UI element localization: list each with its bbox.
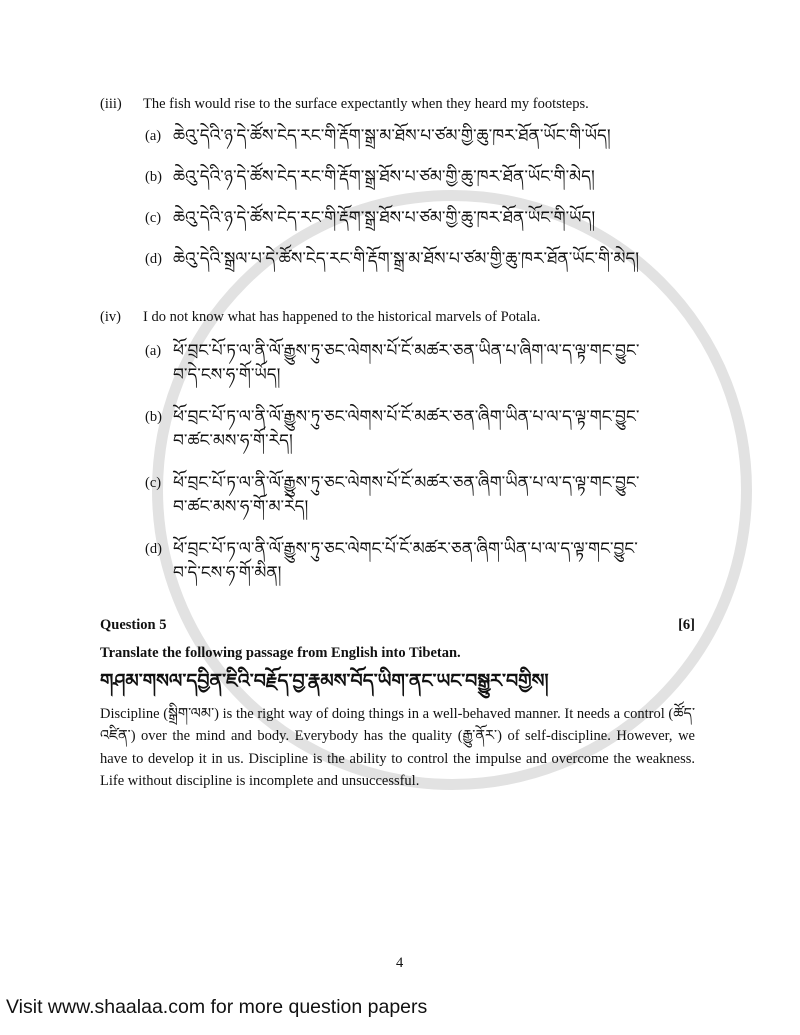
option-text-line2: བ་དེ་ངས་ཧ་གོ་མིན།	[173, 563, 282, 583]
option-label: (b)	[145, 169, 162, 185]
question-title: Question 5	[100, 617, 167, 633]
option	[145, 206, 695, 230]
option-label: (c)	[145, 475, 162, 491]
option	[145, 339, 695, 387]
question-prompt: The fish would rise to the surface expectantly when they heard my footsteps.	[143, 96, 589, 112]
option	[145, 405, 695, 453]
question-marks: [6]	[678, 617, 695, 633]
question-instruction-tibetan: གཤམ་གསལ་དབྱིན་ཇིའི་བརྗོད་བྱ་རྣམས་བོད་ཡིག་ནང་ཡང་བསྒྱུར་བགྱིས།	[100, 670, 549, 692]
question-number: (iv)	[100, 309, 121, 325]
question-instruction: Translate the following passage from English into Tibetan.	[100, 645, 461, 661]
passage: Discipline (སྒྲིག་ལམ་) is the right way of doing things in a well-behaved manner. It needs a control (ཚོད་འཛིན་) over the mind and body. Everybody has the quality (རྒྱུ་ནོར་) of self-discipline. However, we have to develop it in us. Discipline is the ability to control the impulse and overcome the weakness. Life without discipline is incomplete and unsuccessful.	[100, 706, 695, 789]
option-label: (b)	[145, 409, 162, 425]
option-text-line2: བ་དེ་ངས་ཧ་གོ་ཡོད།	[173, 365, 281, 385]
option	[145, 471, 695, 519]
question-number: (iii)	[100, 96, 122, 112]
option-text-line1: ཕོ་བྲང་པོ་ཏ་ལ་ནི་ལོ་རྒྱུས་ཏུ་ཅང་ལེགས་པོ་ངོ་མཚར་ཅན་ཞིག་ཡིན་པ་ལ་ད་ལྟ་གང་བྱུང་	[173, 407, 640, 427]
question-prompt: I do not know what has happened to the historical marvels of Potala.	[143, 309, 541, 325]
option	[145, 124, 695, 148]
option	[145, 165, 695, 189]
option-text: ཆེའུ་དེའི་ཉ་དེ་ཚོས་ངེད་རང་གི་རྡོག་སྒྲ་མ་ཐོས་པ་ཙམ་གྱི་ཆུ་ཁར་ཐོན་ཡོང་གི་ཡོད།	[173, 126, 611, 146]
option-text-line1: ཕོ་བྲང་པོ་ཏ་ལ་ནི་ལོ་རྒྱུས་ཏུ་ཅང་ལེགང་པོ་ངོ་མཚར་ཅན་ཞིག་ཡིན་པ་ལ་ད་ལྟ་གང་བྱུང་	[173, 539, 638, 559]
question-iv	[100, 307, 695, 585]
option-text-line2: བ་ཚང་མས་ཧ་གོ་མ་རེད།	[173, 497, 309, 517]
option-label: (c)	[145, 210, 162, 226]
option	[145, 247, 695, 271]
footer-text: Visit www.shaalaa.com for more question papers	[6, 996, 428, 1018]
question-5	[100, 615, 695, 792]
option-label: (a)	[145, 128, 162, 144]
page-content	[100, 94, 695, 792]
option-text-line1: ཕོ་བྲང་པོ་ཏ་ལ་ནི་ལོ་རྒྱུས་ཏུ་ཅང་ལེགས་པོ་ངོ་མཚར་ཅན་ཡིན་པ་ཞིག་ལ་ད་ལྟ་གང་བྱུང་	[173, 341, 640, 361]
option-text: ཆེའུ་དེའི་ཉ་དེ་ཚོས་ངེད་རང་གི་རྡོག་སྒྲ་ཐོས་པ་ཙམ་གྱི་ཆུ་ཁར་ཐོན་ཡོང་གི་ཡོད།	[173, 208, 596, 228]
page-number: 4	[396, 955, 404, 971]
option-text: ཆེའུ་དེའི་ཉ་དེ་ཚོས་ངེད་རང་གི་རྡོག་སྒྲ་ཐོས་པ་ཙམ་གྱི་ཆུ་ཁར་ཐོན་ཡོང་གི་མེད།	[173, 167, 595, 187]
option-label: (d)	[145, 541, 162, 557]
option-text-line2: བ་ཚང་མས་ཧ་གོ་རེད།	[173, 431, 293, 451]
option	[145, 537, 695, 585]
option-text-line1: ཕོ་བྲང་པོ་ཏ་ལ་ནི་ལོ་རྒྱུས་ཏུ་ཅང་ལེགས་པོ་ངོ་མཚར་ཅན་ཞིག་ཡིན་པ་ལ་ད་ལྟ་གང་བྱུང་	[173, 473, 640, 493]
option-label: (d)	[145, 251, 162, 267]
option-label: (a)	[145, 343, 162, 359]
option-text: ཆེའུ་དེའི་སྒྲལ་པ་དེ་ཚོས་ངེད་རང་གི་རྡོག་སྒྲ་མ་ཐོས་པ་ཙམ་གྱི་ཆུ་ཁར་ཐོན་ཡོང་གི་མེད།	[173, 249, 640, 269]
question-iii	[100, 94, 695, 271]
